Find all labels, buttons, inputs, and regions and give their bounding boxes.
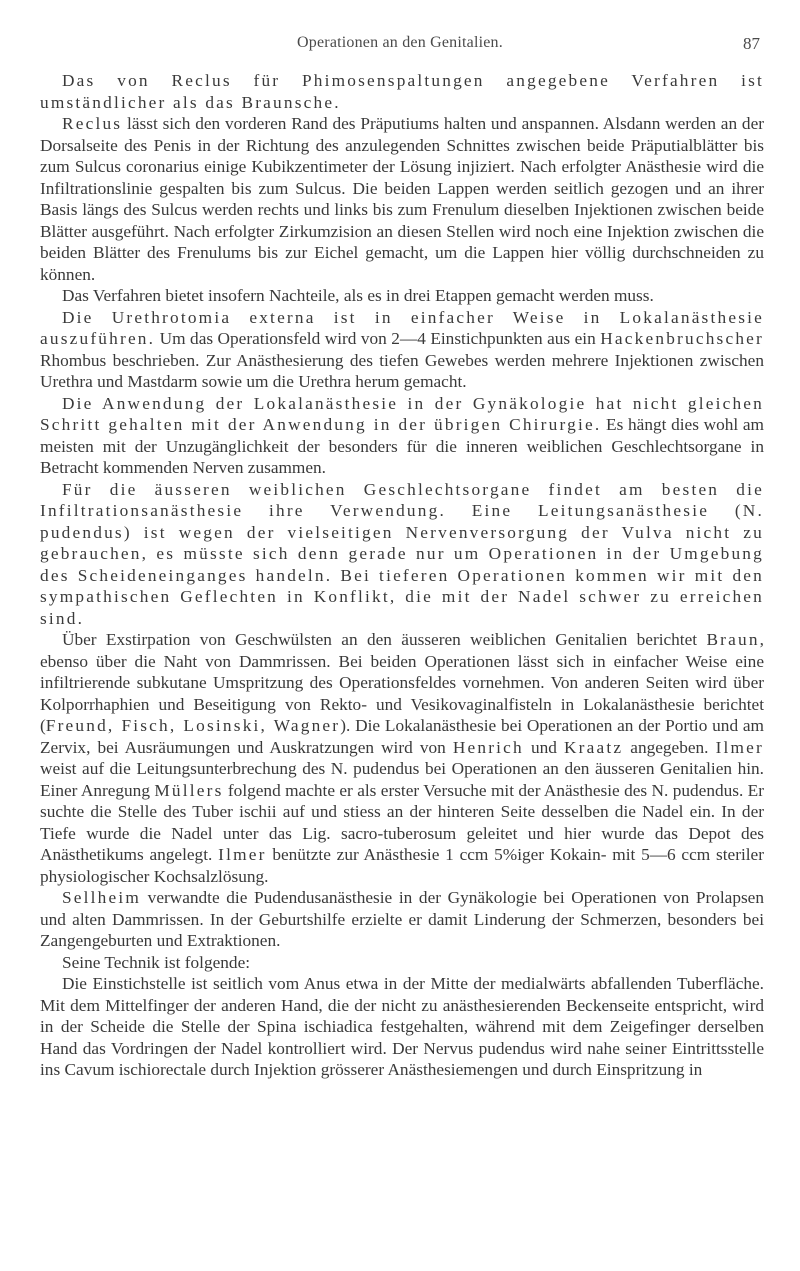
- spaced-text: Henrich: [452, 737, 524, 757]
- spaced-text: Das von Reclus für Phimosenspaltungen angegebene Verfahren ist umständlicher als das Braunsche.: [40, 71, 764, 112]
- text-run: und: [523, 737, 564, 757]
- running-header: [40, 34, 760, 56]
- spaced-text: Kraatz: [563, 737, 624, 757]
- text-run: benützte zur Anästhesie 1 ccm 5%iger Kokain- mit 5—6 ccm steriler physiologischer Kochsalzlösung.: [40, 845, 764, 886]
- text-run: Seine Technik ist folgende:: [62, 952, 251, 972]
- spaced-text: Ilmer: [218, 845, 267, 864]
- paragraph: [40, 479, 764, 630]
- paragraph: [40, 285, 764, 307]
- spaced-text: Braun: [706, 630, 760, 649]
- paragraph: [40, 307, 764, 393]
- text-run: ). Die Lokalanästhesie bei Operationen an der Portio und am Zervix, bei Ausräumungen und Auskratzungen wird von: [40, 716, 764, 757]
- running-title: Operationen an den Genitalien.: [297, 34, 503, 51]
- body-text: [40, 70, 764, 1081]
- text-run: Die Einstichstelle ist seitlich vom Anus etwa in der Mitte der medialwärts abfallenden Tuberfläche. Mit dem Mittelfinger der anderen Hand, die der nicht zu anästhesierenden Beckenseite entspricht, wird in der Scheide die Stelle der Spina ischiadica festgehalten, während mit dem Zeigefinger derselben Hand das Vordringen der Nadel kontrolliert wird. Der Nervus pudendus wird nahe seiner Eintrittsstelle ins Cavum ischiorectale durch Injektion grösserer Anästhesiemengen und durch Einspritzung in: [40, 974, 764, 1079]
- page-number: 87: [743, 34, 760, 53]
- paragraph: [40, 629, 764, 887]
- paragraph: [40, 70, 764, 113]
- spaced-text: Die Urethrotomia externa ist in einfacher Weise in Lokalanästhesie auszuführen.: [40, 307, 764, 348]
- text-run: angegeben.: [623, 737, 716, 757]
- spaced-text: Ilmer: [715, 737, 764, 757]
- spaced-text: Sellheim: [62, 888, 142, 907]
- text-run: Um das Operationsfeld wird von 2—4 Einstichpunkten aus ein: [155, 329, 601, 348]
- text-run: Es hängt dies wohl am meisten mit der Unzugänglichkeit der besonders für die inneren weiblichen Geschlechtsorgane in Betracht kommenden Nerven zusammen.: [40, 415, 765, 477]
- text-run: Das Verfahren bietet insofern Nachteile, als es in drei Etappen gemacht werden muss.: [62, 286, 654, 305]
- text-run: , ebenso über die Naht von Dammrissen. Bei beiden Operationen lässt sich in einfacher Weise eine infiltrierende subkutane Umspritzung des Operationsfeldes vornehmen. Von anderen Seiten wird über Kolporrhaphien und Beseitigung von Rekto- und Vesikovaginalfisteln in Lokalanästhesie berichtet (: [40, 630, 764, 735]
- spaced-text: Die Anwendung der Lokalanästhesie in der Gynäkologie hat nicht gleichen Schritt gehalten mit der Anwendung in der übrigen Chirurgie.: [40, 393, 764, 434]
- text-run: weist auf die Leitungsunterbrechung des N. pudendus bei Operationen an den äusseren Genitalien hin. Einer Anregung: [40, 759, 764, 800]
- paragraph: [40, 887, 764, 952]
- text-run: lässt sich den vorderen Rand des Präputiums halten und anspannen. Alsdann werden an der Dorsalseite des Penis in der Richtung des anzulegenden Schnittes zwischen beide Präputialblätter bis zum Sulcus coronarius einige Kubikzentimeter der Lösung injiziert. Nach erfolgter Anästhesie wird die Infiltrationslinie gespalten bis zum Sulcus. Die beiden Lappen werden seitlich gezogen und an ihrer Basis längs des Sulcus werden rechts und links bis zum Frenulum dieselben Injektionen zwischen beide Blätter ausgeführt. Nach erfolgter Zirkumzision an diesen Stellen wird noch eine Injektion zwischen die beiden Blätter des Frenulums bis zur Eichel gemacht, um die Lappen hier völlig durchschneiden zu können.: [40, 114, 764, 284]
- paragraph: [40, 393, 764, 479]
- spaced-text: Für die äusseren weiblichen Geschlechtsorgane findet am besten die Infiltrationsanästhesie ihre Verwendung. Eine Leitungsanästhesie (N. pudendus) ist wegen der vielseitigen Nervenversorgung der Vulva nicht zu gebrauchen, es müsste sich denn gerade nur um Operationen in der Umgebung des Scheideneinganges handeln. Bei tieferen Operationen kommen wir mit den sympathischen Geflechten in Konflikt, die mit der Nadel schwer zu erreichen sind.: [40, 479, 764, 628]
- spaced-text: Freund, Fisch, Losinski, Wagner: [45, 716, 341, 735]
- paragraph: [40, 952, 764, 974]
- spaced-text: Reclus: [62, 114, 123, 133]
- text-run: Rhombus beschrieben. Zur Anästhesierung des tiefen Gewebes werden mehrere Injektionen zwischen Urethra und Mastdarm sowie um die Urethra herum gemacht.: [40, 350, 764, 391]
- text-run: folgend machte er als erster Versuche mit der Anästhesie des N. pudendus. Er suchte die Stelle des Tuber ischii auf und stiess an der hinteren Seite desselben die Nadel ein. In der Tiefe wurde die Nadel unter das Lig. sacro-tuberosum geleitet und hier wurde das Depot des Anästhetikums angelegt.: [40, 780, 764, 864]
- paragraph: [40, 973, 764, 1081]
- spaced-text: Müllers: [154, 780, 224, 800]
- spaced-text: Hackenbruchscher: [600, 329, 764, 348]
- text-run: Über Exstirpation von Geschwülsten an den äusseren weiblichen Genitalien berichtet: [62, 630, 707, 649]
- text-run: verwandte die Pudendusanästhesie in der Gynäkologie bei Operationen von Prolapsen und alten Dammrissen. In der Geburtshilfe erzielte er damit Linderung der Schmerzen, besonders bei Zangengeburten und Extraktionen.: [40, 888, 764, 950]
- paragraph: [40, 113, 764, 285]
